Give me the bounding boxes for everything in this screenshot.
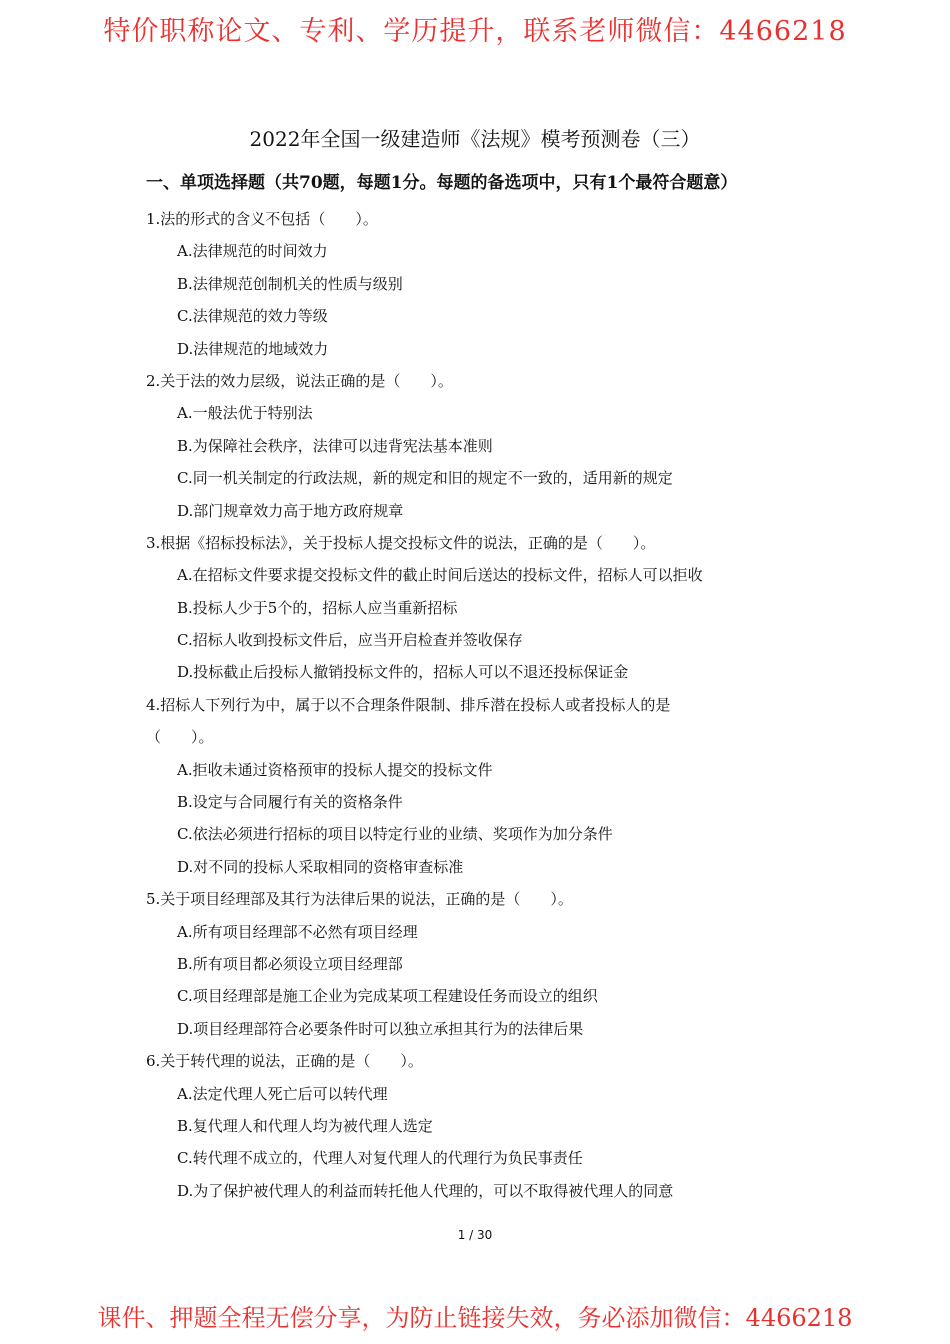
promo-banner-bottom: 课件、押题全程无偿分享，为防止链接失效，务必添加微信：4466218 bbox=[97, 1304, 853, 1332]
question-5-option-c: C.项目经理部是施工企业为完成某项工程建设任务而设立的组织 bbox=[177, 987, 598, 1006]
question-3-option-a: A.在招标文件要求提交投标文件的截止时间后送达的投标文件，招标人可以拒收 bbox=[177, 566, 703, 585]
question-1-option-b: B.法律规范创制机关的性质与级别 bbox=[177, 274, 403, 293]
question-3-option-b: B.投标人少于5个的，招标人应当重新招标 bbox=[177, 598, 458, 617]
question-5-option-b: B.所有项目都必须设立项目经理部 bbox=[177, 954, 403, 973]
question-1-option-a: A.法律规范的时间效力 bbox=[177, 242, 328, 261]
question-5-stem: 5.关于项目经理部及其行为法律后果的说法，正确的是（ ）。 bbox=[146, 890, 573, 909]
question-list bbox=[146, 203, 846, 1207]
question-1-option-d: D.法律规范的地域效力 bbox=[177, 339, 329, 358]
question-5-option-d: D.项目经理部符合必要条件时可以独立承担其行为的法律后果 bbox=[177, 1019, 584, 1038]
question-4-option-a: A.拒收未通过资格预审的投标人提交的投标文件 bbox=[177, 760, 493, 779]
page-number: 1 / 30 bbox=[457, 1228, 493, 1242]
question-6-option-b: B.复代理人和代理人均为被代理人选定 bbox=[177, 1116, 433, 1135]
question-2-option-a: A.一般法优于特别法 bbox=[177, 404, 313, 423]
question-4-option-c: C.依法必须进行招标的项目以特定行业的业绩、奖项作为加分条件 bbox=[177, 825, 613, 844]
question-6-option-a: A.法定代理人死亡后可以转代理 bbox=[177, 1084, 388, 1103]
question-1-stem: 1.法的形式的含义不包括（ ）。 bbox=[146, 210, 378, 228]
question-3-stem: 3.根据《招标投标法》，关于投标人提交投标文件的说法，正确的是（ ）。 bbox=[146, 533, 656, 552]
question-1-option-c: C.法律规范的效力等级 bbox=[177, 307, 328, 326]
question-2-stem: 2.关于法的效力层级，说法正确的是（ ）。 bbox=[146, 371, 453, 390]
promo-banner-top: 特价职称论文、专利、学历提升，联系老师微信：4466218 bbox=[103, 16, 847, 47]
question-3-option-d: D.投标截止后投标人撤销投标文件的，招标人可以不退还投标保证金 bbox=[177, 663, 629, 682]
question-4-option-b: B.设定与合同履行有关的资格条件 bbox=[177, 793, 403, 812]
section-heading: 一、单项选择题（共70题，每题1分。每题的备选项中，只有1个最符合题意） bbox=[146, 173, 738, 193]
question-4-option-d: D.对不同的投标人采取相同的资格审查标准 bbox=[177, 857, 464, 876]
question-5-option-a: A.所有项目经理部不必然有项目经理 bbox=[177, 922, 418, 941]
document-title: 2022年全国一级建造师《法规》模考预测卷（三） bbox=[249, 127, 701, 151]
question-6-option-c: C.转代理不成立的，代理人对复代理人的代理行为负民事责任 bbox=[177, 1149, 583, 1168]
question-2-option-b: B.为保障社会秩序，法律可以违背宪法基本准则 bbox=[177, 436, 493, 455]
question-3-option-c: C.招标人收到投标文件后，应当开启检查并签收保存 bbox=[177, 631, 523, 650]
question-2-option-c: C.同一机关制定的行政法规，新的规定和旧的规定不一致的，适用新的规定 bbox=[177, 469, 673, 488]
question-4-stem-continuation: （ ）。 bbox=[146, 728, 214, 747]
question-6-option-d: D.为了保护被代理人的利益而转托他人代理的，可以不取得被代理人的同意 bbox=[177, 1181, 674, 1200]
question-4-stem: 4.招标人下列行为中，属于以不合理条件限制、排斥潜在投标人或者投标人的是 bbox=[146, 695, 671, 714]
question-6-stem: 6.关于转代理的说法，正确的是（ ）。 bbox=[146, 1052, 423, 1071]
question-2-option-d: D.部门规章效力高于地方政府规章 bbox=[177, 501, 404, 520]
